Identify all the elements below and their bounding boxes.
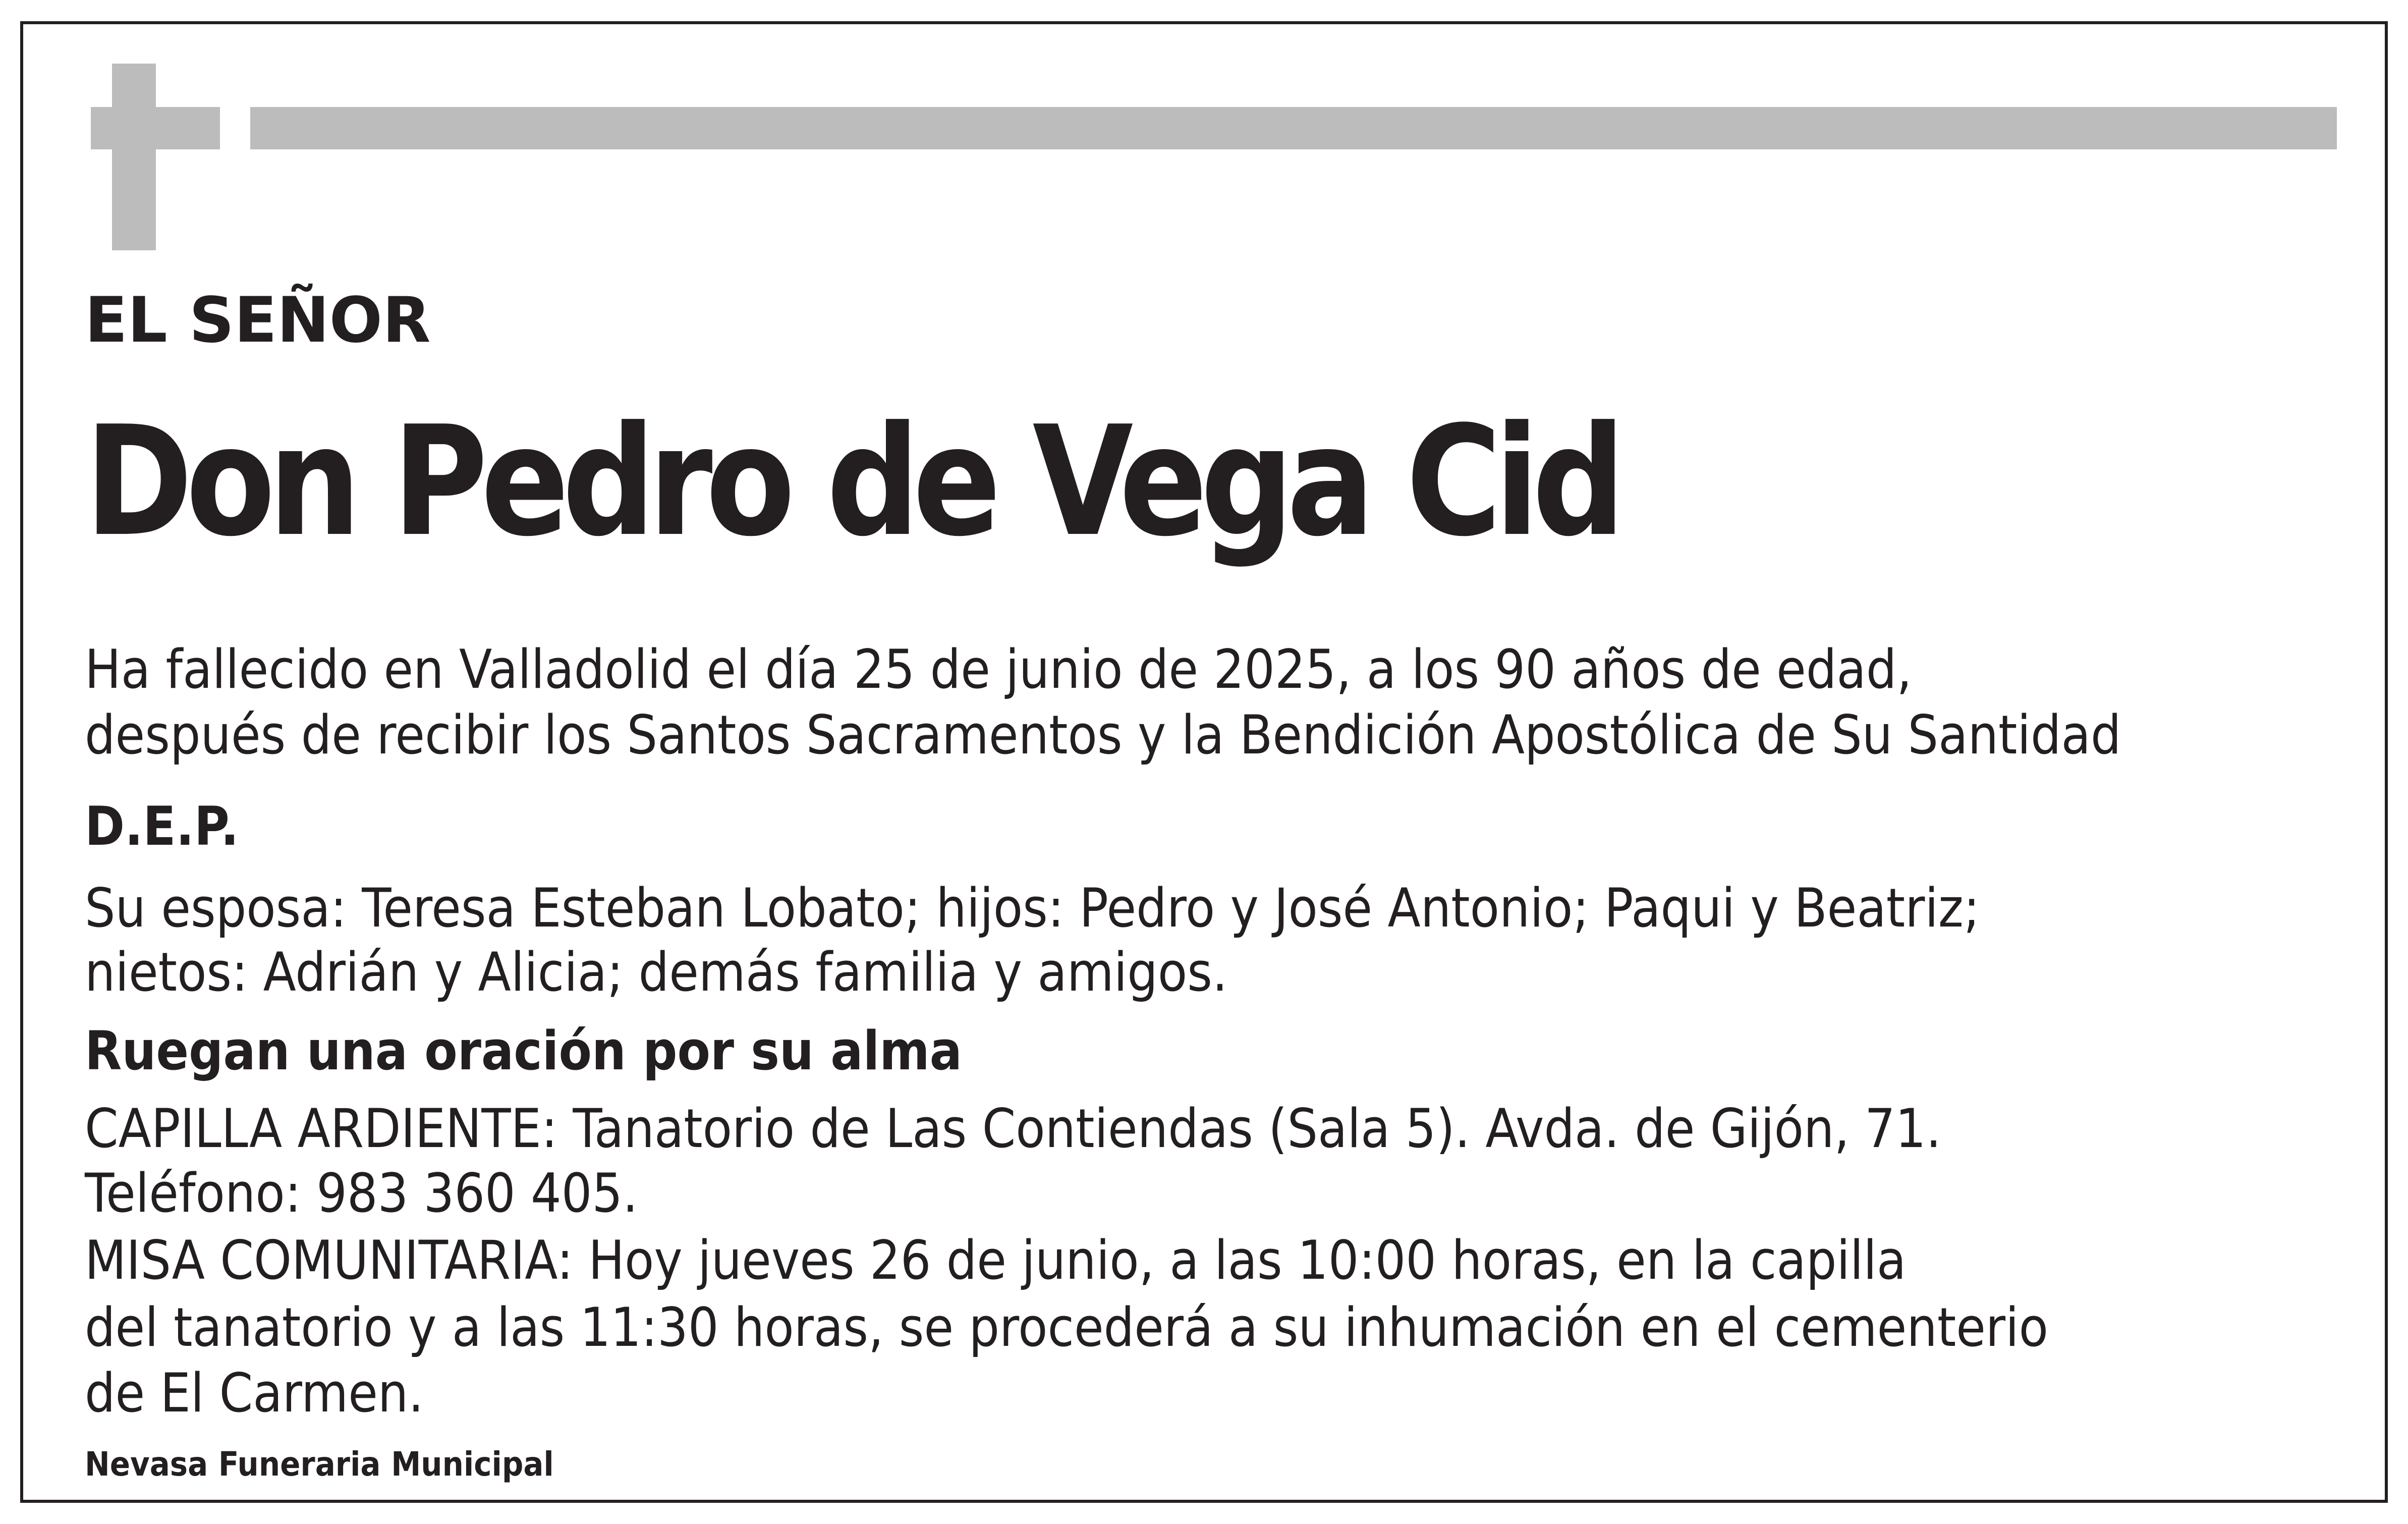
deceased-name: Don Pedro de Vega Cid bbox=[85, 394, 1619, 570]
funeral-home-credit: Nevasa Funeraria Municipal bbox=[85, 1445, 554, 1484]
services-line-2: Teléfono: 983 360 405. bbox=[85, 1162, 638, 1224]
announcement-line-2: después de recibir los Santos Sacramentos y la Bendición Apostólica de Su Santidad bbox=[85, 704, 2121, 766]
services-line-4: del tanatorio y a las 11:30 horas, se procederá a su inhumación en el cementerio bbox=[85, 1296, 2049, 1358]
announcement-line-1: Ha fallecido en Valladolid el día 25 de junio de 2025, a los 90 años de edad, bbox=[85, 638, 1912, 700]
family-line-1: Su esposa: Teresa Esteban Lobato; hijos: Pedro y José Antonio; Paqui y Beatriz; bbox=[85, 877, 1980, 939]
cross-horizontal-bar bbox=[91, 107, 220, 149]
services-line-1: CAPILLA ARDIENTE: Tanatorio de Las Contiendas (Sala 5). Avda. de Gijón, 71. bbox=[85, 1098, 1941, 1160]
services-line-3: MISA COMUNITARIA: Hoy jueves 26 de junio, a las 10:00 horas, en la capilla bbox=[85, 1229, 1907, 1291]
honorific-prefix: EL SEÑOR bbox=[85, 284, 431, 357]
cross-vertical-bar bbox=[112, 64, 156, 250]
header-rule bbox=[250, 107, 2337, 149]
prayer-request: Ruegan una oración por su alma bbox=[85, 1020, 963, 1082]
dep-label: D.E.P. bbox=[85, 795, 239, 857]
services-line-5: de El Carmen. bbox=[85, 1362, 424, 1424]
family-line-2: nietos: Adrián y Alicia; demás familia y amigos. bbox=[85, 941, 1228, 1003]
